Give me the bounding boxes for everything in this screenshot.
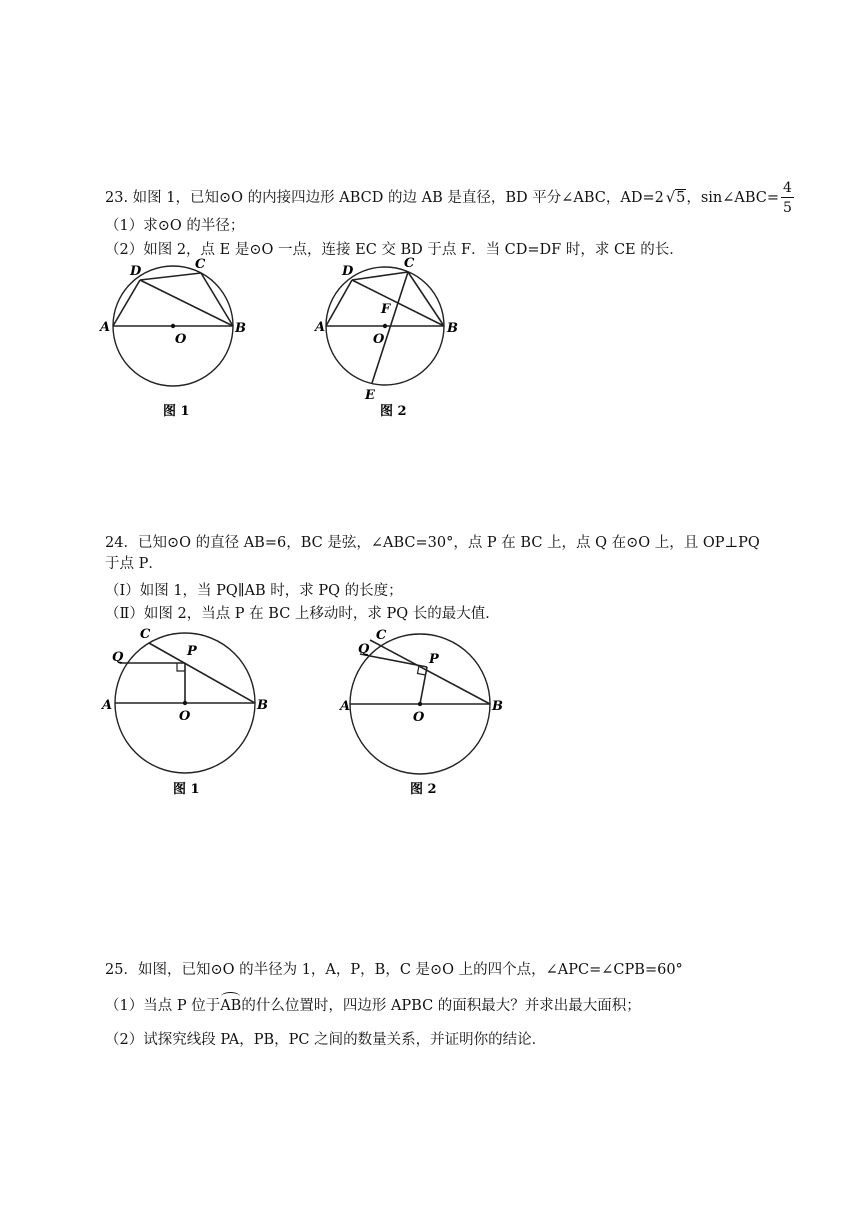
fraction-numerator: 4 [783,180,792,196]
q25-part1-text-2: 的什么位置时，四边形 APBC 的面积最大？并求出最大面积； [241,998,641,1014]
label-A: A [100,320,111,335]
label-C: C [195,257,206,272]
q23-stem [105,180,794,216]
figure-caption: 图 1 [173,782,200,797]
segment-BC [149,643,255,703]
label-Q: Q [112,650,124,665]
q24-stem: 24．已知⊙O 的直径 AB=6，BC 是弦，∠ABC=30°，点 P 在 BC 上，点 Q 在⊙O 上，且 OP⊥PQ 于点 P． [105,535,760,572]
segment-OP [420,667,427,704]
label-O: O [373,332,385,347]
center-point [418,702,422,706]
q24-part2: （Ⅱ）如图 2，当点 P 在 BC 上移动时，求 PQ 长的最大值． [105,606,500,622]
label-Q: Q [358,642,370,657]
label-B: B [235,321,246,336]
label-D: D [342,264,354,279]
center-point [171,324,175,328]
q25-part2: （2）试探究线段 PA，PB，PC 之间的数量关系，并证明你的结论． [105,1032,547,1048]
segment-CB [408,272,444,326]
figure-caption: 图 1 [163,404,190,419]
label-A: A [102,698,113,713]
sqrt-symbol: √5 [665,190,686,206]
label-E: E [365,388,375,403]
q25-part1 [105,997,641,1015]
figure-caption: 图 2 [410,782,437,797]
right-angle-mark [177,663,185,671]
q24-part1: （Ⅰ）如图 1，当 PQ∥AB 时，求 PQ 的长度； [105,583,403,599]
q25-part1-text: （1）当点 P 位于 [105,998,221,1014]
q23-figure-1 [95,255,265,425]
center-point [383,324,387,328]
segment-BC [370,640,490,704]
q24-figure-1 [95,618,285,808]
label-P: P [187,644,197,659]
label-O: O [179,709,191,724]
center-point [183,701,187,705]
sqrt-radicand: 5 [676,190,686,206]
fraction [781,180,794,216]
q24-figure-2 [330,618,520,808]
segment-DC [140,273,201,280]
q23-stem-text: 23. 如图 1，已知⊙O 的内接四边形 ABCD 的边 AB 是直径，BD 平分∠ABC，AD=2 [105,190,664,206]
label-C: C [376,628,387,643]
label-C: C [404,256,415,271]
label-B: B [257,698,268,713]
q23-figure-2 [312,255,482,425]
label-O: O [175,332,187,347]
segment-DC [352,272,408,280]
arc-AB: AB [220,998,242,1014]
label-F: F [381,302,391,317]
figure-caption: 图 2 [380,404,407,419]
label-O: O [413,710,425,725]
label-B: B [447,321,458,336]
fraction-denominator: 5 [783,200,792,216]
q23-part2: （2）如图 2，点 E 是⊙O 一点，连接 EC 交 BD 于点 F．当 CD=DF 时，求 CE 的长． [105,242,684,258]
label-P: P [429,652,439,667]
label-D: D [130,264,142,279]
label-A: A [340,699,351,714]
q23-part1: （1）求⊙O 的半径； [105,218,245,234]
q23-stem-text-2: ，sin∠ABC= [686,190,780,206]
segment-QP [360,654,427,667]
label-B: B [492,699,503,714]
segment-AD [326,280,352,326]
segment-CE [372,272,408,383]
label-C: C [140,627,151,642]
q25-stem: 25．如图，已知⊙O 的半径为 1，A，P，B，C 是⊙O 上的四个点，∠APC=∠CPB=60° [105,962,683,978]
label-A: A [315,320,326,335]
